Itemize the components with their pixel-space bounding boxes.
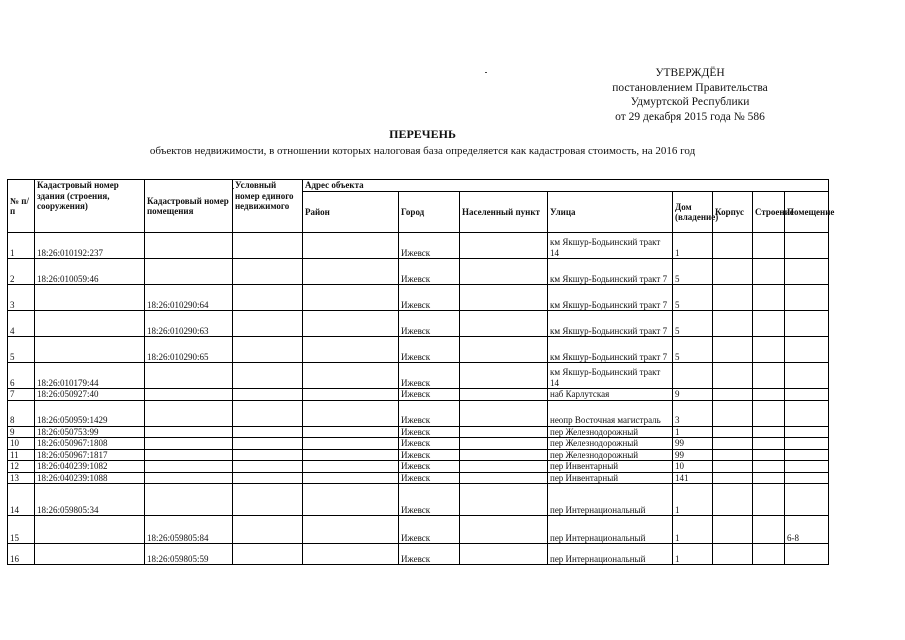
table-row [8,389,829,401]
street-cell: наб Карлутская [548,389,673,401]
room-cell [785,461,829,473]
cadastral-room-cell: 18:26:059805:59 [145,544,233,565]
city-cell: Ижевск [399,400,460,426]
house-cell: 99 [673,438,713,450]
cadastral-building-cell [35,337,145,363]
row-number: 2 [8,259,35,285]
header-street: Улица [548,192,673,233]
scan-speck [485,72,487,73]
row-number: 15 [8,516,35,544]
street-cell: пер Интернациональный [548,516,673,544]
conditional-number-cell [233,389,303,401]
district-cell [303,438,399,450]
district-cell [303,233,399,259]
korpus-cell [713,484,753,516]
city-cell: Ижевск [399,426,460,438]
settlement-cell [460,472,548,484]
conditional-number-cell [233,337,303,363]
header-settlement: Населенный пункт [460,192,548,233]
approval-title: УТВЕРЖДЁН [655,67,725,79]
cadastral-room-cell [145,400,233,426]
district-cell [303,516,399,544]
cadastral-room-cell [145,438,233,450]
korpus-cell [713,400,753,426]
table-row [8,259,829,285]
korpus-cell [713,285,753,311]
street-cell: пер Инвентарный [548,461,673,473]
cadastral-building-cell: 18:26:040239:1082 [35,461,145,473]
house-cell: 5 [673,337,713,363]
cadastral-building-cell: 18:26:010059:46 [35,259,145,285]
korpus-cell [713,311,753,337]
cadastral-room-cell: 18:26:010290:63 [145,311,233,337]
house-cell: 1 [673,484,713,516]
header-district: Район [303,192,399,233]
city-cell: Ижевск [399,363,460,389]
row-number: 9 [8,426,35,438]
street-cell: км Якшур-Бодьинский тракт 7 [548,337,673,363]
cadastral-room-cell: 18:26:010290:65 [145,337,233,363]
district-cell [303,472,399,484]
row-number: 11 [8,449,35,461]
city-cell: Ижевск [399,389,460,401]
cadastral-room-cell [145,233,233,259]
street-cell: пер Инвентарный [548,472,673,484]
street-cell: пер Интернациональный [548,544,673,565]
conditional-number-cell [233,426,303,438]
korpus-cell [713,472,753,484]
table-row [8,285,829,311]
building-cell [753,337,785,363]
district-cell [303,484,399,516]
city-cell: Ижевск [399,233,460,259]
house-cell: 99 [673,449,713,461]
building-cell [753,438,785,450]
district-cell [303,389,399,401]
conditional-number-cell [233,544,303,565]
settlement-cell [460,259,548,285]
city-cell: Ижевск [399,449,460,461]
district-cell [303,449,399,461]
cadastral-room-cell [145,363,233,389]
row-number: 14 [8,484,35,516]
building-cell [753,259,785,285]
city-cell: Ижевск [399,285,460,311]
cadastral-building-cell: 18:26:050927:40 [35,389,145,401]
city-cell: Ижевск [399,516,460,544]
house-cell: 141 [673,472,713,484]
district-cell [303,285,399,311]
header-building: Строение [753,192,785,233]
property-table [7,179,835,565]
room-cell [785,259,829,285]
table-row [8,400,829,426]
approval-date: от 29 декабря 2015 года № 586 [615,110,765,123]
cadastral-building-cell [35,311,145,337]
cadastral-building-cell: 18:26:010192:237 [35,233,145,259]
building-cell [753,363,785,389]
conditional-number-cell [233,472,303,484]
settlement-cell [460,363,548,389]
room-cell [785,233,829,259]
header-korpus: Корпус [713,192,753,233]
city-cell: Ижевск [399,311,460,337]
cadastral-room-cell [145,461,233,473]
settlement-cell [460,426,548,438]
settlement-cell [460,484,548,516]
street-cell: пер Железнодорожный [548,438,673,450]
room-cell [785,426,829,438]
cadastral-building-cell: 18:26:040239:1088 [35,472,145,484]
approval-block [590,66,790,124]
building-cell [753,426,785,438]
approval-line: Удмуртской Республики [630,96,750,108]
settlement-cell [460,516,548,544]
house-cell: 10 [673,461,713,473]
street-cell: неопр Восточная магистраль [548,400,673,426]
building-cell [753,484,785,516]
settlement-cell [460,438,548,450]
city-cell: Ижевск [399,472,460,484]
district-cell [303,461,399,473]
korpus-cell [713,544,753,565]
header-num: № п/п [8,180,35,233]
city-cell: Ижевск [399,337,460,363]
row-number: 6 [8,363,35,389]
room-cell [785,484,829,516]
house-cell: 5 [673,259,713,285]
house-cell: 3 [673,400,713,426]
korpus-cell [713,426,753,438]
korpus-cell [713,516,753,544]
document-subtitle: объектов недвижимости, в отношении которых налоговая база определяется как кадастровая стоимость, на 2016 год [149,145,696,157]
city-cell: Ижевск [399,259,460,285]
document-title: ПЕРЕЧЕНЬ [389,127,456,141]
conditional-number-cell [233,311,303,337]
settlement-cell [460,449,548,461]
row-number: 4 [8,311,35,337]
cadastral-room-cell [145,484,233,516]
district-cell [303,426,399,438]
building-cell [753,449,785,461]
row-number: 12 [8,461,35,473]
settlement-cell [460,461,548,473]
street-cell: пер Интернациональный [548,484,673,516]
table-row [8,233,829,259]
house-cell: 1 [673,544,713,565]
settlement-cell [460,389,548,401]
table-row [8,516,829,544]
building-cell [753,233,785,259]
table-row [8,484,829,516]
street-cell: пер Железнодорожный [548,449,673,461]
conditional-number-cell [233,363,303,389]
settlement-cell [460,544,548,565]
cadastral-building-cell: 18:26:050967:1817 [35,449,145,461]
row-number: 16 [8,544,35,565]
building-cell [753,544,785,565]
district-cell [303,337,399,363]
header-room: Помещение [785,192,829,233]
room-cell [785,400,829,426]
street-cell: пер Железнодорожный [548,426,673,438]
row-number: 1 [8,233,35,259]
house-cell [673,363,713,389]
house-cell: 1 [673,516,713,544]
row-number: 3 [8,285,35,311]
conditional-number-cell [233,461,303,473]
table-row [8,426,829,438]
room-cell: 6-8 [785,516,829,544]
building-cell [753,285,785,311]
korpus-cell [713,449,753,461]
settlement-cell [460,233,548,259]
table-row [8,438,829,450]
building-cell [753,389,785,401]
cadastral-building-cell: 18:26:010179:44 [35,363,145,389]
row-number: 5 [8,337,35,363]
header-address: Адрес объекта [303,180,829,192]
cadastral-room-cell [145,472,233,484]
city-cell: Ижевск [399,544,460,565]
header-conditional-number: Условный номер единого недвижимого [233,180,303,233]
cadastral-building-cell [35,544,145,565]
cadastral-building-cell [35,285,145,311]
house-cell: 5 [673,285,713,311]
table-row [8,337,829,363]
room-cell [785,472,829,484]
room-cell [785,438,829,450]
cadastral-building-cell: 18:26:059805:34 [35,484,145,516]
settlement-cell [460,400,548,426]
korpus-cell [713,233,753,259]
conditional-number-cell [233,233,303,259]
header-house: Дом (владение) [673,192,713,233]
row-number: 7 [8,389,35,401]
room-cell [785,285,829,311]
street-cell: км Якшур-Бодьинский тракт 7 [548,311,673,337]
building-cell [753,311,785,337]
cadastral-room-cell [145,389,233,401]
district-cell [303,363,399,389]
korpus-cell [713,259,753,285]
room-cell [785,337,829,363]
conditional-number-cell [233,438,303,450]
street-cell: км Якшур-Бодьинский тракт 7 [548,285,673,311]
city-cell: Ижевск [399,461,460,473]
street-cell: км Якшур-Бодьинский тракт 14 [548,233,673,259]
table-row [8,311,829,337]
cadastral-room-cell: 18:26:059805:84 [145,516,233,544]
table-row [8,472,829,484]
district-cell [303,544,399,565]
street-cell: км Якшур-Бодьинский тракт 7 [548,259,673,285]
cadastral-building-cell: 18:26:050753:99 [35,426,145,438]
korpus-cell [713,363,753,389]
house-cell: 5 [673,311,713,337]
cadastral-room-cell [145,259,233,285]
korpus-cell [713,337,753,363]
approval-line: постановлением Правительства [612,81,768,94]
house-cell: 9 [673,389,713,401]
building-cell [753,461,785,473]
korpus-cell [713,461,753,473]
district-cell [303,311,399,337]
table-row [8,461,829,473]
house-cell: 1 [673,426,713,438]
room-cell [785,544,829,565]
conditional-number-cell [233,259,303,285]
district-cell [303,400,399,426]
city-cell: Ижевск [399,438,460,450]
cadastral-room-cell [145,426,233,438]
building-cell [753,400,785,426]
conditional-number-cell [233,484,303,516]
header-cadastral-room: Кадастровый номер помещения [145,180,233,233]
room-cell [785,449,829,461]
room-cell [785,311,829,337]
conditional-number-cell [233,516,303,544]
row-number: 10 [8,438,35,450]
table-row [8,363,829,389]
cadastral-room-cell: 18:26:010290:64 [145,285,233,311]
cadastral-building-cell [35,516,145,544]
room-cell [785,363,829,389]
house-cell: 1 [673,233,713,259]
header-city: Город [399,192,460,233]
settlement-cell [460,337,548,363]
cadastral-building-cell: 18:26:050967:1808 [35,438,145,450]
building-cell [753,472,785,484]
korpus-cell [713,438,753,450]
header-cadastral-building: Кадастровый номер здания (строения, сооружения) [35,180,145,233]
table-row [8,544,829,565]
row-number: 8 [8,400,35,426]
city-cell: Ижевск [399,484,460,516]
cadastral-building-cell: 18:26:050959:1429 [35,400,145,426]
building-cell [753,516,785,544]
cadastral-room-cell [145,449,233,461]
room-cell [785,389,829,401]
korpus-cell [713,389,753,401]
settlement-cell [460,311,548,337]
conditional-number-cell [233,285,303,311]
settlement-cell [460,285,548,311]
table-row [8,449,829,461]
street-cell: км Якшур-Бодьинский тракт 14 [548,363,673,389]
conditional-number-cell [233,449,303,461]
district-cell [303,259,399,285]
conditional-number-cell [233,400,303,426]
row-number: 13 [8,472,35,484]
